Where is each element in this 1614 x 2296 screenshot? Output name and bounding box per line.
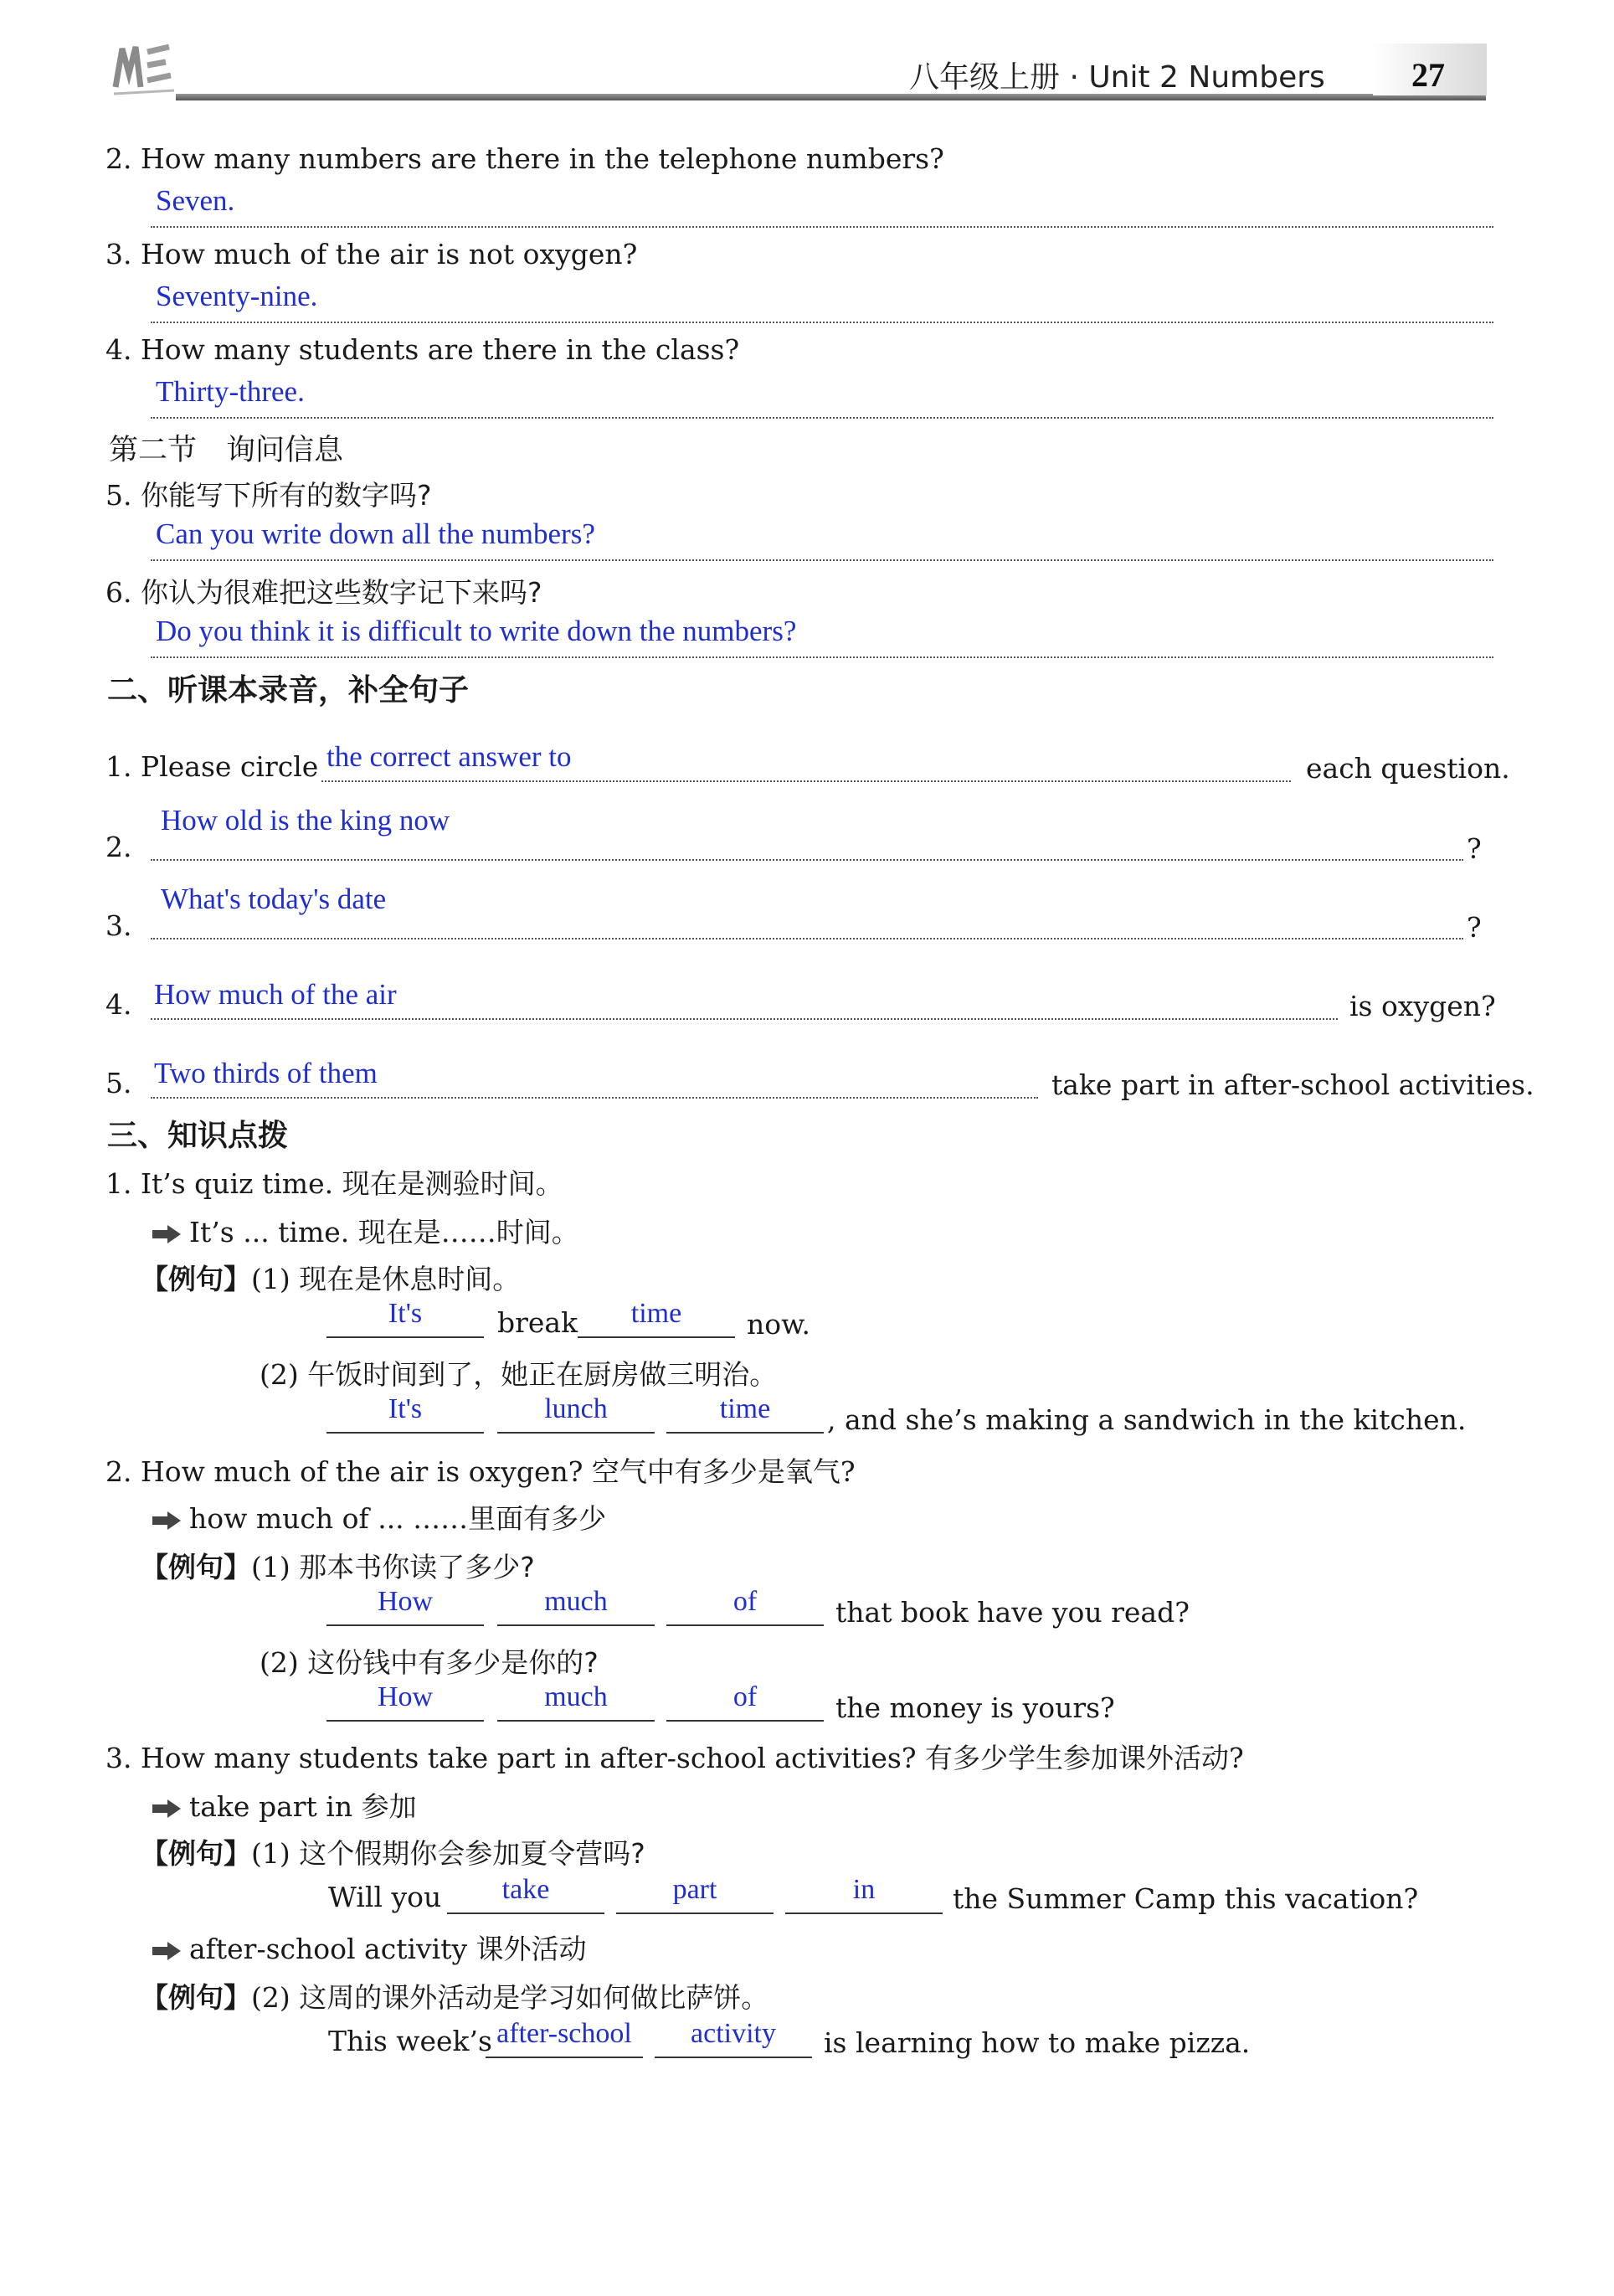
fill-answer: part <box>672 1874 717 1905</box>
point-3-pattern-2: after-school activity 课外活动 <box>151 1928 587 1967</box>
blank-line <box>326 1624 484 1626</box>
question-4: 4. How many students are there in the class? <box>105 333 740 366</box>
sentence-3-tail: ? <box>1467 911 1482 944</box>
arrow-right-icon <box>151 1223 182 1245</box>
sentence-1-answer: the correct answer to <box>326 740 572 773</box>
blank-line <box>497 1432 655 1434</box>
fill-answer: of <box>732 1586 758 1617</box>
sentence-4-tail: is oxygen? <box>1349 990 1496 1022</box>
blank-line <box>655 2057 812 2058</box>
answer-3: Seventy-nine. <box>156 280 318 312</box>
sentence-2-answer: How old is the king now <box>161 804 450 837</box>
example-text: the Summer Camp this vacation? <box>953 1882 1419 1915</box>
answer-line <box>151 656 1493 658</box>
answer-line <box>151 1097 1038 1099</box>
blank-line <box>497 1720 655 1722</box>
header-title: 八年级上册 · Unit 2 Numbers <box>909 60 1325 95</box>
answer-line <box>151 859 1463 861</box>
section-3-title: 三、知识点拨 <box>107 1119 289 1153</box>
blank-line <box>785 1912 943 1914</box>
sentence-4-answer: How much of the air <box>154 978 397 1011</box>
sentence-2-tail: ? <box>1467 832 1482 865</box>
point-1-pattern: It’s ... time. 现在是……时间。 <box>151 1211 579 1250</box>
fill-answer: activity <box>691 2018 776 2049</box>
sentence-3-num: 3. <box>105 909 132 942</box>
arrow-right-icon <box>151 1798 182 1820</box>
sentence-2-num: 2. <box>105 831 132 863</box>
subsection-title: 第二节 询问信息 <box>109 434 344 467</box>
sentence-5-tail: take part in after-school activities. <box>1051 1068 1534 1101</box>
answer-line <box>151 1018 1338 1020</box>
sentence-5-num: 5. <box>105 1067 132 1099</box>
answer-line <box>151 226 1493 228</box>
fill-answer: time <box>719 1393 771 1424</box>
question-2: 2. How many numbers are there in the telephone numbers? <box>105 142 944 175</box>
arrow-right-icon <box>151 1940 182 1962</box>
answer-line <box>151 322 1493 323</box>
example-text: now. <box>747 1308 810 1341</box>
blank-line <box>326 1432 484 1434</box>
point-2-pattern: how much of ... ……里面有多少 <box>151 1497 606 1537</box>
fill-answer: lunch <box>544 1393 608 1424</box>
example-text: is learning how to make pizza. <box>824 2026 1251 2059</box>
blank-line <box>578 1336 735 1338</box>
blank-line <box>666 1432 824 1434</box>
example-2-prompt: (2) 午饭时间到了，她正在厨房做三明治。 <box>260 1358 778 1391</box>
blank-line <box>326 1336 484 1338</box>
point-1: 1. It’s quiz time. 现在是测验时间。 <box>105 1167 563 1200</box>
sentence-4-num: 4. <box>105 988 132 1021</box>
answer-line <box>321 780 1291 782</box>
question-6: 6. 你认为很难把这些数字记下来吗? <box>105 576 542 609</box>
point-3: 3. How many students take part in after-school activities? 有多少学生参加课外活动? <box>105 1742 1244 1774</box>
blank-line <box>447 1912 604 1914</box>
question-5: 5. 你能写下所有的数字吗? <box>105 479 432 512</box>
example-text: , and she’s making a sandwich in the kitchen. <box>827 1403 1467 1436</box>
page-number: 27 <box>1411 56 1445 94</box>
example-label: 【例句】(1) 那本书你读了多少? <box>141 1551 535 1583</box>
answer-line <box>151 559 1493 561</box>
fill-answer: take <box>501 1874 550 1905</box>
fill-answer: How <box>377 1681 434 1712</box>
blank-line <box>326 1720 484 1722</box>
answer-6: Do you think it is difficult to write down the numbers? <box>156 615 797 647</box>
fill-answer: It's <box>388 1298 423 1329</box>
blank-line <box>497 1624 655 1626</box>
example-text: that book have you read? <box>835 1596 1190 1629</box>
fill-answer: much <box>544 1586 608 1617</box>
answer-5: Can you write down all the numbers? <box>156 517 595 550</box>
answer-2: Seven. <box>156 184 235 217</box>
arrow-right-icon <box>151 1510 182 1532</box>
section-2-title: 二、听课本录音，补全句子 <box>107 673 470 708</box>
answer-4: Thirty-three. <box>156 375 305 408</box>
sentence-1-lead: 1. Please circle <box>105 750 319 783</box>
answer-line <box>151 417 1493 419</box>
fill-answer: in <box>852 1874 876 1905</box>
example-label: 【例句】(1) 这个假期你会参加夏令营吗? <box>141 1837 645 1870</box>
sentence-3-answer: What's today's date <box>161 883 387 915</box>
example-2-prompt: (2) 这份钱中有多少是你的? <box>260 1646 599 1679</box>
example-text: break <box>497 1306 578 1339</box>
example-text: This week’s <box>328 2025 492 2057</box>
fill-answer: much <box>544 1681 608 1712</box>
blank-line <box>666 1720 824 1722</box>
example-text: Will you <box>328 1881 442 1913</box>
fill-answer: How <box>377 1586 434 1617</box>
blank-line <box>616 1912 774 1914</box>
example-label: 【例句】(2) 这周的课外活动是学习如何做比萨饼。 <box>141 1981 769 2014</box>
blank-line <box>486 2057 643 2058</box>
fill-answer: of <box>732 1681 758 1712</box>
answer-line <box>151 938 1463 940</box>
publisher-logo <box>111 40 177 99</box>
sentence-1-tail: each question. <box>1306 752 1510 785</box>
example-text: the money is yours? <box>835 1691 1115 1724</box>
blank-line <box>666 1624 824 1626</box>
point-3-pattern-1: take part in 参加 <box>151 1785 417 1825</box>
fill-answer: after-school <box>496 2018 632 2049</box>
sentence-5-answer: Two thirds of them <box>154 1057 378 1089</box>
fill-answer: It's <box>388 1393 423 1424</box>
point-2: 2. How much of the air is oxygen? 空气中有多少是氧气? <box>105 1455 856 1488</box>
example-label: 【例句】(1) 现在是休息时间。 <box>141 1263 521 1295</box>
question-3: 3. How much of the air is not oxygen? <box>105 238 638 270</box>
fill-answer: time <box>630 1298 682 1329</box>
